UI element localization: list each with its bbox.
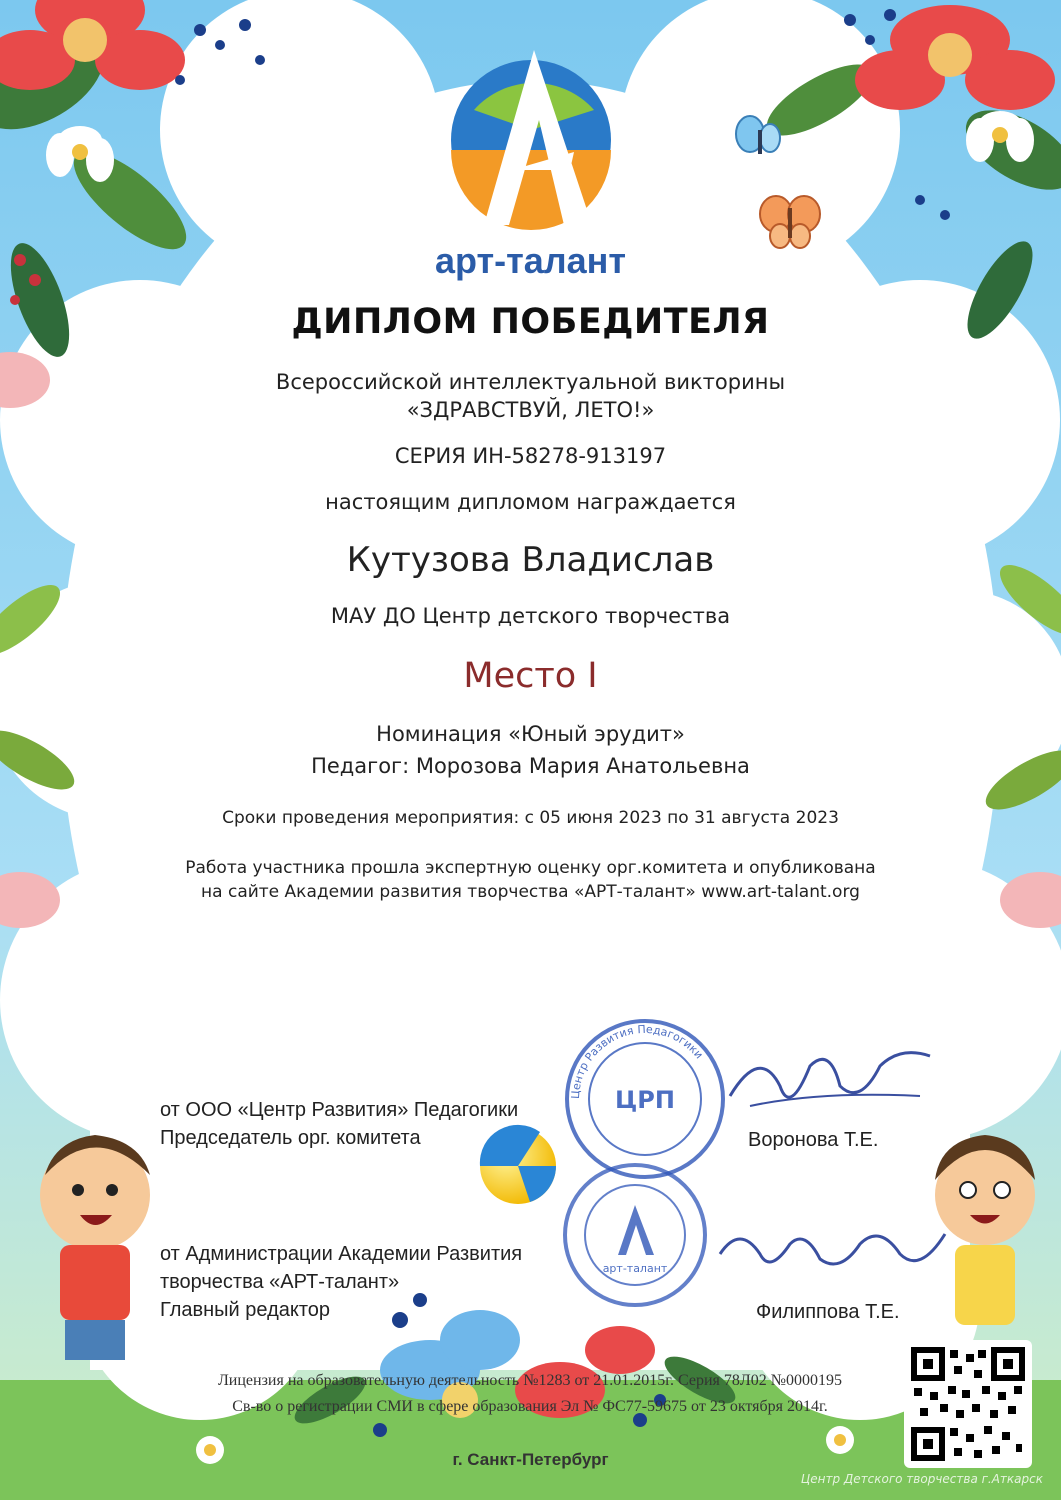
sig1-line-1: от ООО «Центр Развития» Педагогики — [160, 1099, 519, 1121]
stamp-crp-center: ЦРП — [615, 1086, 675, 1114]
note-line-2: на сайте Академии развития творчества «АРТ-талант» www.art-talant.org — [201, 882, 860, 902]
nomination-text: Номинация «Юный эрудит» — [376, 722, 685, 746]
city: г. Санкт-Петербург — [452, 1450, 609, 1469]
teacher-text: Педагог: Морозова Мария Анатольевна — [311, 754, 750, 778]
evaluation-note — [0, 856, 1061, 904]
sig2-line-2: творчества «АРТ-талант» — [160, 1271, 400, 1293]
stamp-crp — [560, 1014, 730, 1184]
stamp-art-talant — [560, 1160, 710, 1310]
license-line-2: Св-во о регистрации СМИ в сфере образования Эл № ФС77-59675 от 23 октября 2014г. — [232, 1398, 828, 1415]
note-line-1: Работа участника прошла экспертную оценку орг.комитета и опубликована — [185, 858, 876, 878]
qr-code-icon — [904, 1340, 1032, 1468]
place-award: Место I — [463, 656, 598, 696]
sig2-line-3: Главный редактор — [160, 1299, 331, 1321]
subtitle-line-1: Всероссийской интеллектуальной викторины — [275, 370, 786, 394]
awarded-text: настоящим дипломом награждается — [325, 490, 736, 514]
signature-block-1 — [160, 1096, 518, 1152]
recipient-name: Кутузова Владислав — [346, 540, 715, 580]
license-info — [150, 1368, 910, 1420]
art-talant-logo-icon — [444, 40, 618, 230]
diploma-title: ДИПЛОМ ПОБЕДИТЕЛЯ — [291, 302, 770, 342]
event-dates: Сроки проведения мероприятия: с 05 июня 2023 по 31 августа 2023 — [222, 808, 839, 828]
series-number: СЕРИЯ ИН-58278-913197 — [394, 444, 667, 468]
sig2-line-1: от Администрации Академии Развития — [160, 1243, 523, 1265]
stamp-art-talant-text: арт-талант — [602, 1262, 668, 1275]
event-subtitle — [0, 368, 1061, 424]
recipient-organization: МАУ ДО Центр детского творчества — [330, 604, 731, 628]
subtitle-line-2: «ЗДРАВСТВУЙ, ЛЕТО!» — [406, 398, 655, 422]
signer-name-2: Филиппова Т.Е. — [756, 1301, 900, 1323]
sig1-line-2: Председатель орг. комитета — [160, 1127, 421, 1149]
license-line-1: Лицензия на образовательную деятельность №1283 от 21.01.2015г. Серия 78Л02 №0000195 — [217, 1372, 843, 1389]
nomination-block — [0, 718, 1061, 782]
signer-name-1: Воронова Т.Е. — [748, 1129, 879, 1151]
signature-block-2 — [160, 1240, 522, 1324]
watermark: Центр Детского творчества г.Аткарск — [800, 1472, 1043, 1486]
signature-filippova — [710, 1214, 950, 1294]
logo-text: арт-талант — [434, 240, 627, 281]
stamp-crp-ring-text: Центр Развития Педагогики — [568, 1022, 706, 1100]
signature-voronova — [720, 1036, 940, 1126]
